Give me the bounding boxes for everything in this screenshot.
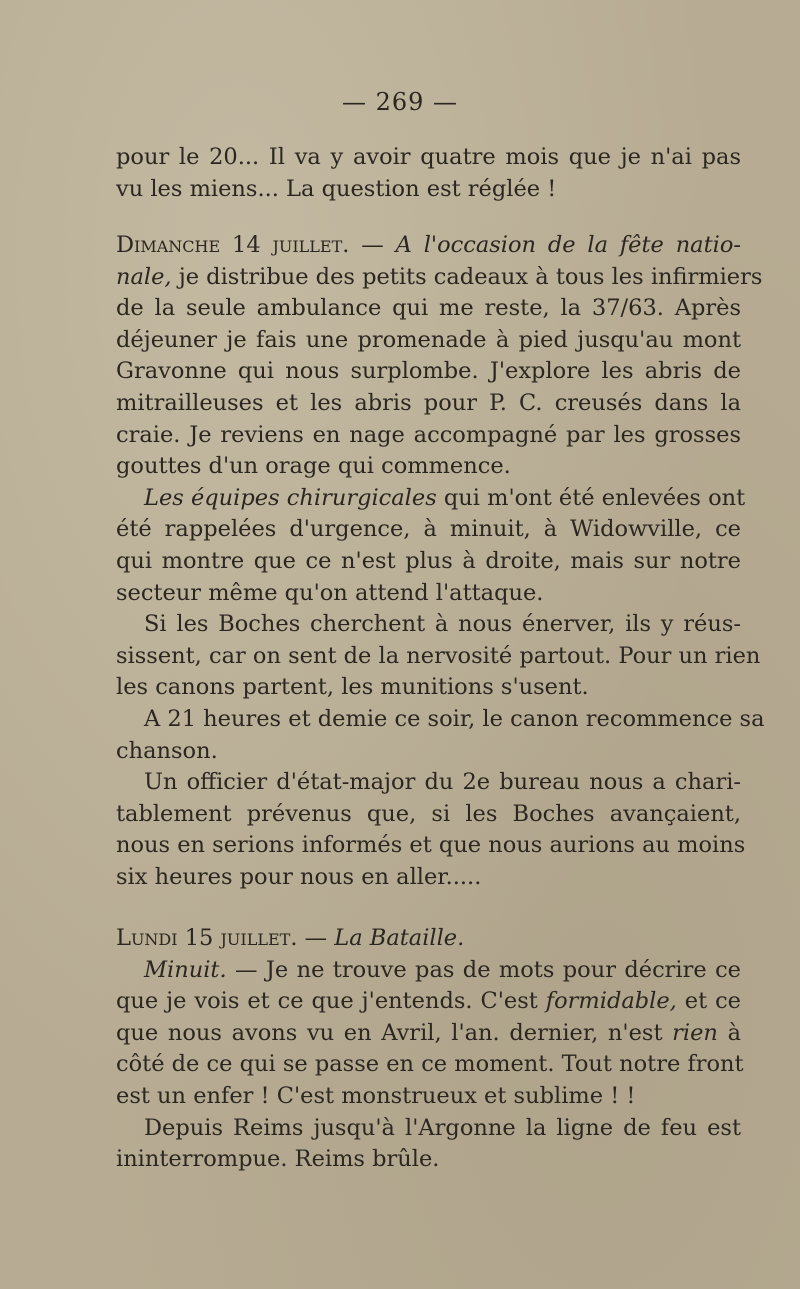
text-line: nale, je distribue des petits cadeaux à tous les infirmiers — [116, 263, 763, 290]
diary-entry-14-july — [116, 230, 765, 893]
text-line: que nous avons vu en Avril, l'an. dernier, n'est rien à — [116, 1019, 741, 1046]
page-number: — 269 — — [341, 88, 459, 116]
text-line: A 21 heures et demie ce soir, le canon recommence sa — [144, 705, 765, 732]
text-line: craie. Je reviens en nage accompagné par les grosses — [116, 421, 741, 448]
text-line: tablement prévenus que, si les Boches avançaient, — [116, 800, 741, 827]
text-line: Dimanche 14 juillet. — A l'occasion de la fête natio- — [116, 232, 741, 258]
text-line: qui montre que ce n'est plus à droite, mais sur notre — [116, 547, 741, 574]
entry-date: Lundi 15 juillet. — [116, 925, 298, 951]
text-line: est un enfer ! C'est monstrueux et sublime ! ! — [116, 1082, 636, 1109]
entry-title: La Bataille. — [334, 925, 465, 951]
text-line: Les équipes chirurgicales qui m'ont été enlevées ont — [144, 484, 746, 511]
text-line: Depuis Reims jusqu'à l'Argonne la ligne de feu est — [144, 1114, 741, 1141]
text-line: déjeuner je fais une promenade à pied jusqu'au mont — [116, 326, 741, 353]
text-line: que je vois et ce que j'entends. C'est formidable, et ce — [116, 988, 741, 1015]
text-line: côté de ce qui se passe en ce moment. Tout notre front — [116, 1051, 744, 1078]
text-line: Si les Boches cherchent à nous énerver, ils y réus- — [144, 611, 741, 638]
text-line: nous en serions informés et que nous aurions au moins — [116, 832, 746, 859]
text-line: sissent, car on sent de la nervosité partout. Pour un rien — [116, 642, 761, 669]
entry-date: Dimanche 14 juillet. — [116, 232, 350, 258]
text-line: ininterrompue. Reims brûle. — [116, 1146, 440, 1173]
text-line: Gravonne qui nous surplombe. J'explore les abris de — [116, 358, 741, 385]
text-line: les canons partent, les munitions s'usent. — [116, 674, 589, 701]
text-line: chanson. — [116, 737, 218, 764]
text-line: pour le 20... Il va y avoir quatre mois que je n'ai pas — [116, 144, 741, 170]
text-line: mitrailleuses et les abris pour P. C. creusés dans la — [116, 389, 741, 416]
text-line: Lundi 15 juillet. — La Bataille. — [116, 925, 465, 951]
text-line: Minuit. — Je ne trouve pas de mots pour décrire ce — [144, 956, 741, 983]
opening-paragraph — [116, 142, 741, 205]
text-line: Un officier d'état-major du 2e bureau nous a chari- — [144, 769, 741, 796]
text-line: secteur même qu'on attend l'attaque. — [116, 579, 544, 606]
text-line: été rappelées d'urgence, à minuit, à Widowville, ce — [116, 516, 741, 543]
text-line: gouttes d'un orage qui commence. — [116, 453, 511, 480]
text-line: vu les miens... La question est réglée ! — [116, 175, 557, 202]
diary-entry-15-july — [116, 923, 744, 1176]
text-line: de la seule ambulance qui me reste, la 37/63. Après — [116, 295, 741, 322]
text-line: six heures pour nous en aller..... — [116, 863, 482, 890]
